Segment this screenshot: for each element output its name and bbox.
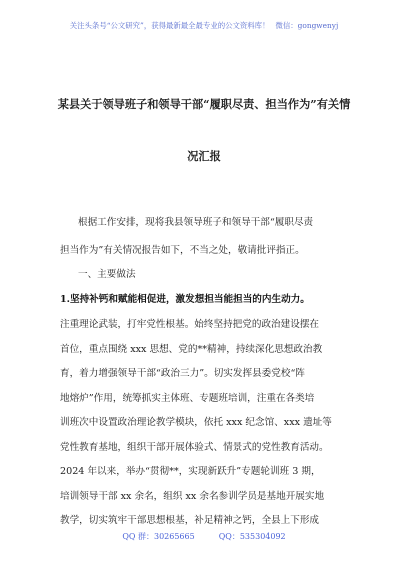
body-line: 党性教育基地，组织干部开展体验式、情景式的党性教育活动。 [60, 442, 329, 453]
footer-qq: QQ：535304092 [218, 532, 286, 541]
section-heading: 一、主要做法 [78, 269, 136, 280]
body-line: 地熔炉”作用，统筹抓实主体班、专题班培训，注重在各类培 [60, 393, 315, 404]
body-line: 培训领导干部 xx 余名，组织 xx 余名参训学员是基地开展实地 [60, 491, 325, 502]
intro-line-2: 担当作为”有关情况报告如下，不当之处，敬请批评指正。 [60, 245, 305, 256]
document-title-line-1: 某县关于领导班子和领导干部“履职尽责、担当作为”有关情 [57, 97, 351, 111]
document-title-line-2: 况汇报 [187, 149, 221, 163]
body-line: 教学，切实筑牢干部思想根基，补足精神之钙，全县上下形成 [60, 515, 320, 526]
footer-contact [0, 531, 408, 542]
body-line: 2024 年以来，举办“贯彻**，实现新跃升”专题轮训班 3 期， [60, 466, 321, 477]
point-heading: 1.坚持补钙和赋能相促进，激发想担当能担当的内生动力。 [60, 294, 310, 305]
intro-line-1: 根据工作安排，现将我县领导班子和领导干部“履职尽责 [78, 217, 314, 228]
header-promo-text: 关注头条号“公文研究”，获得最新最全最专业的公文资料库！ [69, 21, 270, 30]
header-banner [0, 20, 408, 31]
body-line: 注重理论武装，打牢党性根基。始终坚持把党的政治建设摆在 [60, 319, 320, 330]
body-line: 育，着力增强领导干部“政治三力”。切实发挥县委党校“阵 [60, 368, 305, 379]
footer-qq-group: QQ 群：30265665 [122, 532, 195, 541]
body-line: 训班次中设置政治理论教学模块，依托 xxx 纪念馆、xxx 遗址等 [60, 417, 332, 428]
header-wechat-text: 微信：gongwenyj [275, 21, 339, 30]
body-line: 首位，重点围绕 xxx 思想、党的**精神，持续深化思想政治教 [60, 344, 323, 355]
